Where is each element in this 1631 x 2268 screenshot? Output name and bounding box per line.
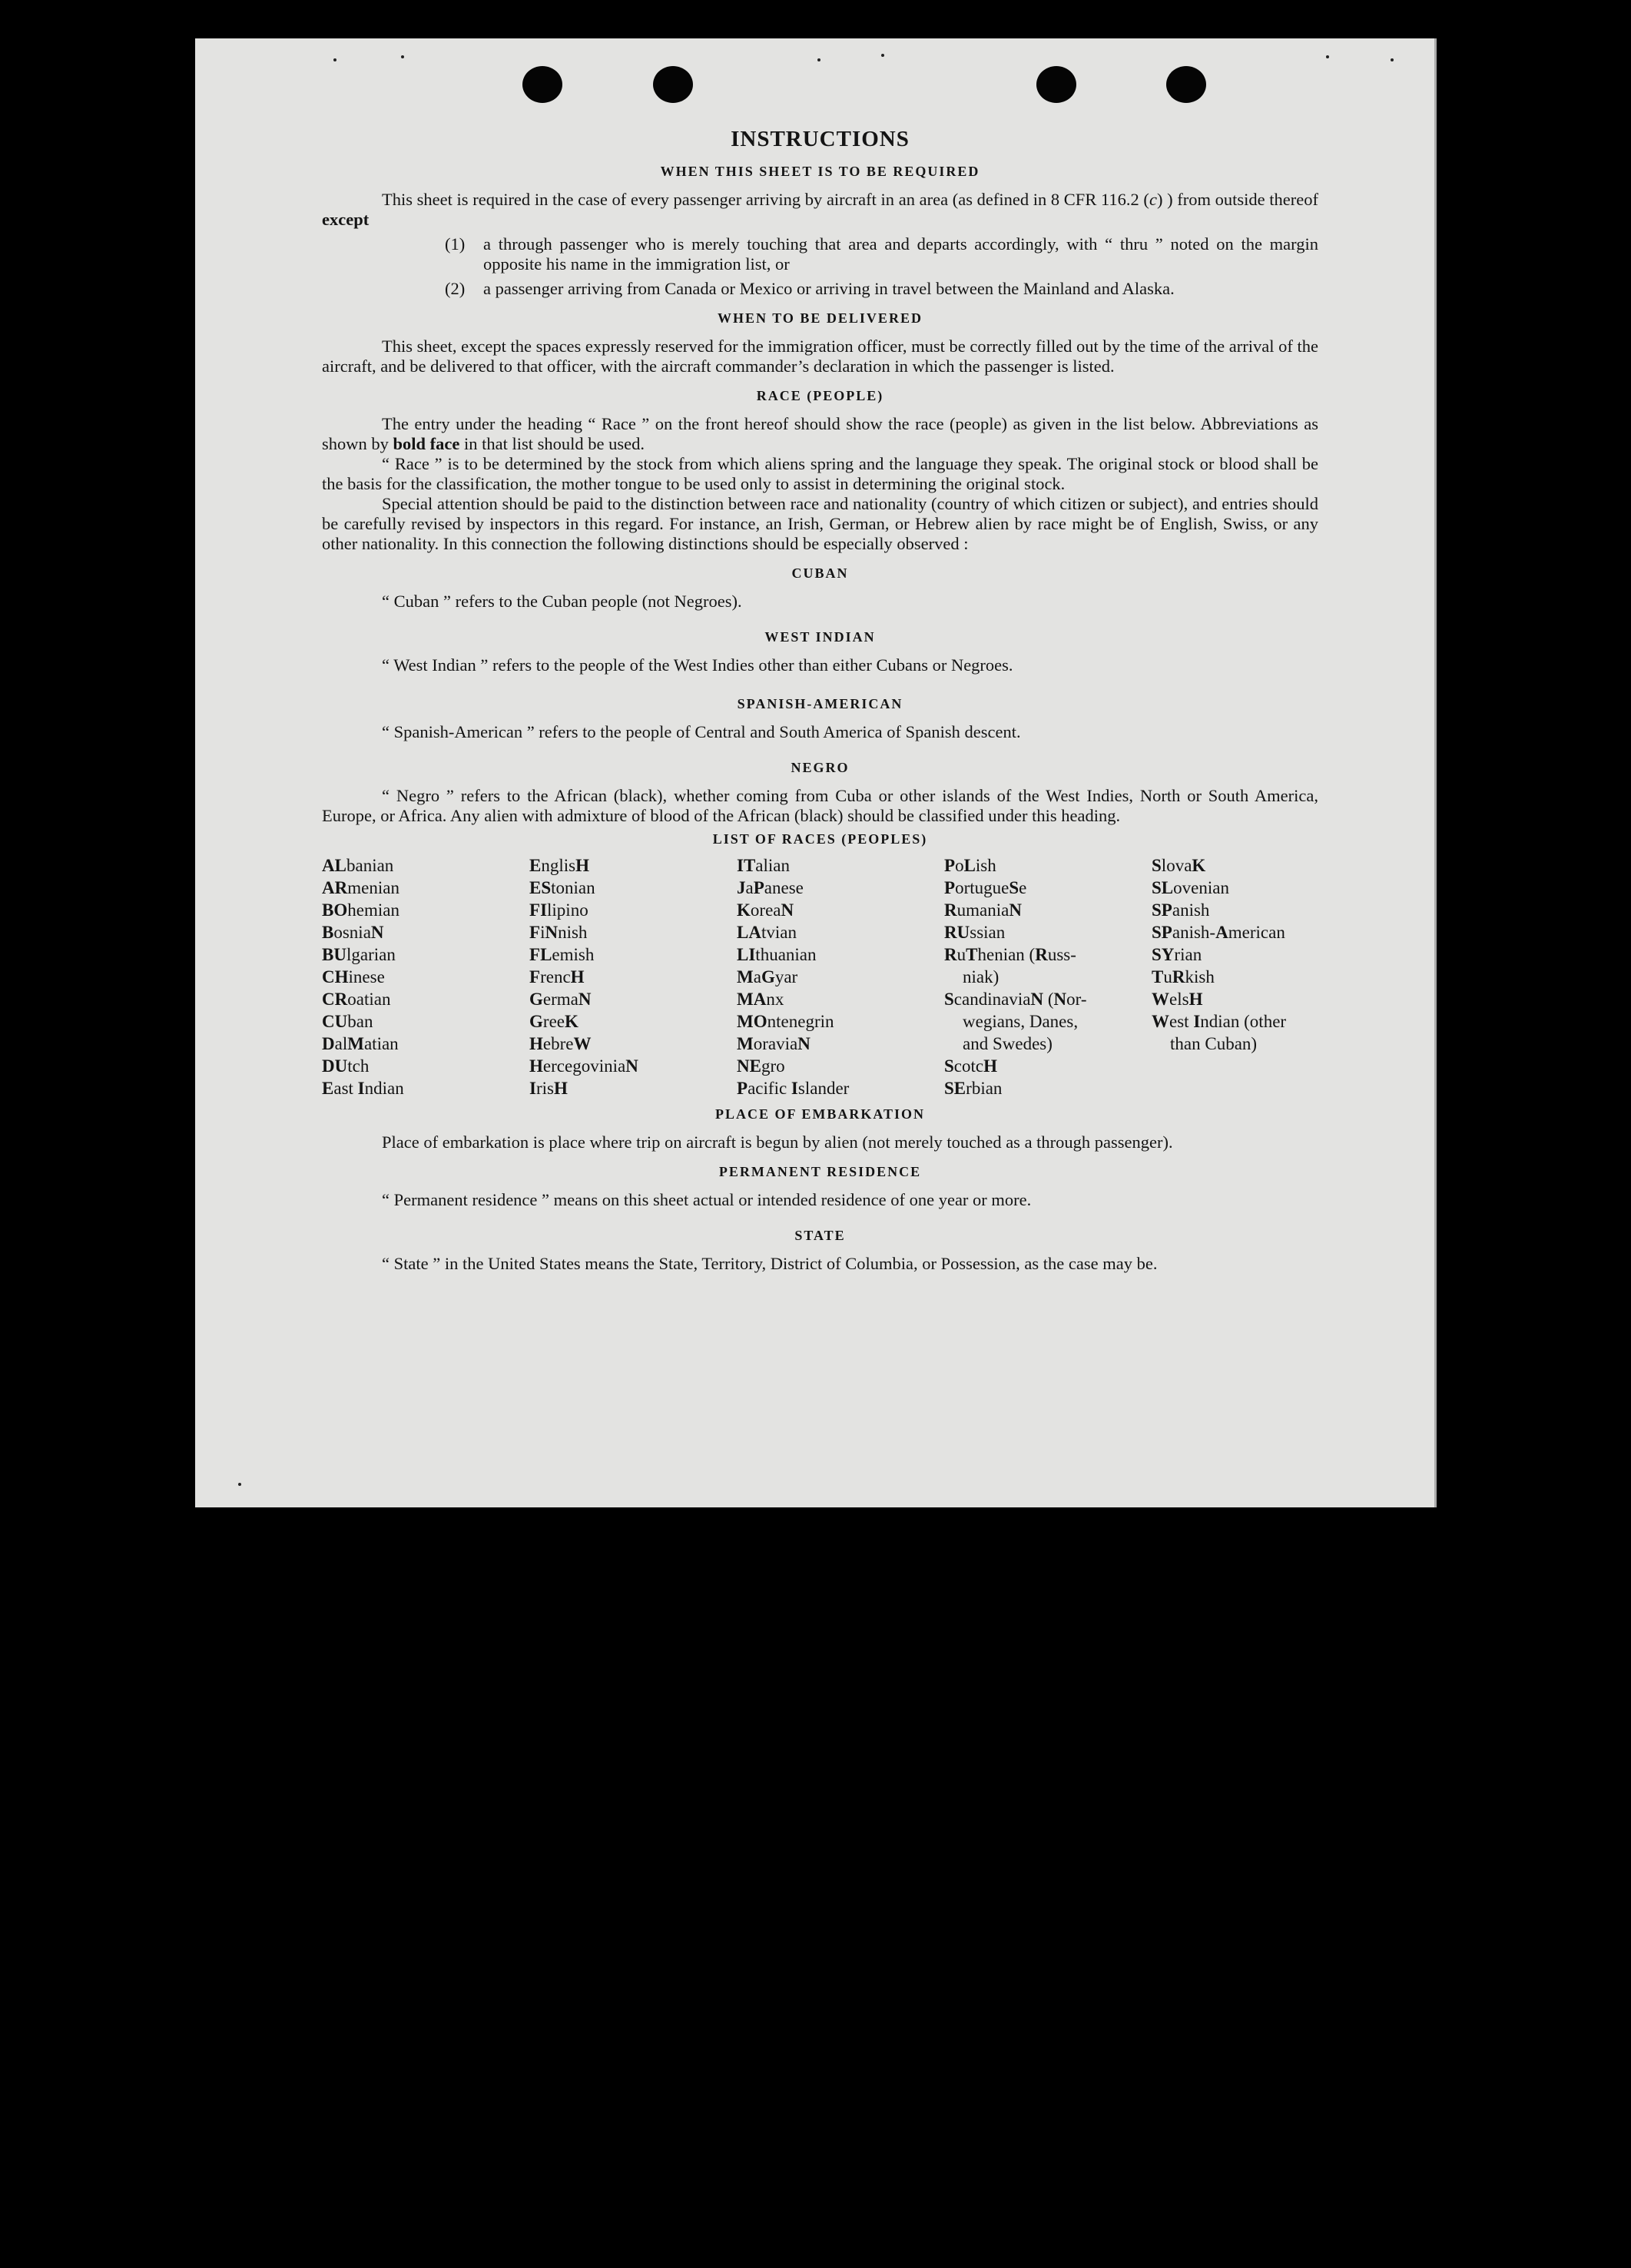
speck-mark (401, 55, 404, 58)
race-entry: FiNnish (529, 923, 588, 942)
race-entry: FLemish (529, 945, 595, 964)
race-entry: TuRkish (1152, 967, 1215, 986)
section-heading-delivered: WHEN TO BE DELIVERED (718, 310, 923, 326)
race-column (944, 854, 1152, 1099)
race-entry: GermaN (529, 990, 592, 1009)
punch-hole (1036, 66, 1076, 103)
race-entry: DUtch (322, 1056, 370, 1076)
race-p1-text: The entry under the heading “ Race ” on the front hereof should show the race (people) as given in the list below. Abbreviations as shown by (322, 414, 1318, 453)
punch-hole (1166, 66, 1206, 103)
race-column (529, 854, 737, 1099)
race-column (1152, 854, 1318, 1099)
race-p1-text-2: in that list should be used. (459, 434, 645, 453)
punch-hole (653, 66, 693, 103)
item-number: (2) (445, 279, 466, 298)
section-heading-required: WHEN THIS SHEET IS TO BE REQUIRED (660, 164, 980, 179)
required-intro (322, 190, 1318, 230)
race-entry: LAtvian (737, 923, 797, 942)
race-entry: CRoatian (322, 990, 391, 1009)
race-entry: DalMatian (322, 1034, 399, 1053)
race-p1-bold: bold face (393, 434, 460, 453)
section-heading-residence: PERMANENT RESIDENCE (718, 1164, 922, 1179)
residence-text: “ Permanent residence ” means on this sheet actual or intended residence of one year or more. (382, 1190, 1032, 1209)
race-entry: WelsH (1152, 990, 1203, 1009)
item-number: (1) (445, 234, 466, 254)
delivered-text: This sheet, except the spaces expressly reserved for the immigration officer, must be correctly filled out by the time of the arrival of the aircraft, and be delivered to that officer, with the aircraft commander’s declaration in which the passenger is listed. (322, 337, 1318, 376)
race-entry: PoLish (944, 856, 996, 875)
race-entry: ITalian (737, 856, 791, 875)
race-entry: ScandinaviaN (Nor- wegians, Danes, and Swedes) (944, 988, 1152, 1055)
section-heading-spanish-american: SPANISH-AMERICAN (737, 696, 903, 711)
race-entry: CHinese (322, 967, 385, 986)
section-heading-west-indian: WEST INDIAN (764, 629, 876, 645)
race-entry: West Indian (other than Cuban) (1152, 1010, 1318, 1055)
race-entry-continuation: and Swedes) (963, 1034, 1053, 1053)
race-entry: ARmenian (322, 878, 399, 897)
page-title: INSTRUCTIONS (731, 127, 910, 151)
race-entry: RUssian (944, 923, 1006, 942)
item-text: a through passenger who is merely touching that area and departs accordingly, with “ thru ” noted on the margin opposite his name in the immigration list, or (483, 234, 1318, 274)
section-heading-state: STATE (794, 1228, 846, 1243)
race-entry: MAnx (737, 990, 784, 1009)
race-paragraph-1 (322, 414, 1318, 454)
speck-mark (817, 58, 820, 61)
speck-mark (238, 1483, 241, 1486)
list-item (445, 234, 1318, 274)
race-entry: ScotcH (944, 1056, 998, 1076)
west-indian-text: “ West Indian ” refers to the people of the West Indies other than either Cubans or Negroes. (382, 655, 1013, 675)
race-paragraph-3: Special attention should be paid to the distinction between race and nationality (country of which citizen or subject), and entries should be carefully revised by inspectors in this regard. For instance, an Irish, German, or Hebrew alien by race might be of English, Swiss, or any other nationality. In this connection the following distinctions should be especially observed : (322, 494, 1318, 553)
required-intro-italic: c (1149, 190, 1157, 209)
race-entry: RuThenian (Russ- niak) (944, 943, 1152, 988)
race-entry: PortugueSe (944, 878, 1027, 897)
required-intro-text-2: ) ) from outside thereof (1156, 190, 1318, 209)
race-entry: BUlgarian (322, 945, 396, 964)
speck-mark (333, 58, 336, 61)
race-entry-continuation: niak) (963, 967, 999, 986)
race-entry: LIthuanian (737, 945, 817, 964)
state-text: “ State ” in the United States means the State, Territory, District of Columbia, or Possession, as the case may be. (382, 1254, 1158, 1273)
race-entry: JaPanese (737, 878, 804, 897)
required-intro-text: This sheet is required in the case of every passenger arriving by aircraft in an area (as defined in 8 CFR 116.2 ( (382, 190, 1149, 209)
race-entry: SlovaK (1152, 856, 1206, 875)
race-entry: IrisH (529, 1079, 568, 1098)
race-entry: HebreW (529, 1034, 592, 1053)
race-entry: RumaniaN (944, 900, 1022, 920)
race-column (737, 854, 944, 1099)
race-entry: FIlipino (529, 900, 588, 920)
race-entry: HercegoviniaN (529, 1056, 638, 1076)
race-entry: KoreaN (737, 900, 794, 920)
speck-mark (1391, 58, 1394, 61)
race-entry: MoraviaN (737, 1034, 811, 1053)
race-entry: BosniaN (322, 923, 384, 942)
section-heading-embarkation: PLACE OF EMBARKATION (714, 1106, 925, 1122)
document-sheet (195, 38, 1437, 1507)
race-entry: MOntenegrin (737, 1012, 834, 1031)
race-entry: ALbanian (322, 856, 394, 875)
race-entry: SLovenian (1152, 878, 1229, 897)
speck-mark (881, 54, 884, 57)
instructions-content (322, 126, 1318, 1274)
race-entry-continuation: wegians, Danes, (963, 1012, 1079, 1031)
race-paragraph-2: “ Race ” is to be determined by the stock from which aliens spring and the language they speak. The original stock or blood shall be the basis for the classification, the mother tongue to be used only to assist in determining the original stock. (322, 454, 1318, 493)
race-entry: MaGyar (737, 967, 798, 986)
race-entry: EnglisH (529, 856, 589, 875)
punch-hole (522, 66, 562, 103)
race-entry: SPanish-American (1152, 923, 1285, 942)
races-list (322, 854, 1318, 1099)
cuban-text: “ Cuban ” refers to the Cuban people (not Negroes). (382, 592, 742, 611)
section-heading-negro: NEGRO (791, 760, 850, 775)
race-entry: CUban (322, 1012, 373, 1031)
race-entry: BOhemian (322, 900, 399, 920)
race-entry: SYrian (1152, 945, 1202, 964)
speck-mark (1326, 55, 1329, 58)
race-entry-continuation: than Cuban) (1170, 1034, 1258, 1053)
negro-text: “ Negro ” refers to the African (black), whether coming from Cuba or other islands of the West Indies, North or South America, Europe, or Africa. Any alien with admixture of blood of the African (black) should be classified under this heading. (322, 786, 1318, 825)
race-entry: SPanish (1152, 900, 1210, 920)
required-intro-bold: except (322, 210, 370, 229)
race-entry: FrencH (529, 967, 585, 986)
item-text: a passenger arriving from Canada or Mexico or arriving in travel between the Mainland and Alaska. (483, 279, 1175, 298)
race-column (322, 854, 529, 1099)
spanish-american-text: “ Spanish-American ” refers to the people of Central and South America of Spanish descent. (382, 722, 1021, 741)
section-heading-list-of-races: LIST OF RACES (PEOPLES) (712, 831, 928, 847)
section-heading-race: RACE (PEOPLE) (756, 388, 884, 403)
race-entry: East Indian (322, 1079, 404, 1098)
list-item (445, 279, 1318, 299)
race-entry: SErbian (944, 1079, 1003, 1098)
section-heading-cuban: CUBAN (791, 565, 849, 581)
embarkation-text: Place of embarkation is place where trip on aircraft is begun by alien (not merely touched as a through passenger). (382, 1132, 1173, 1152)
race-entry: Pacific Islander (737, 1079, 850, 1098)
race-entry: GreeK (529, 1012, 578, 1031)
race-entry: NEgro (737, 1056, 785, 1076)
race-entry: EStonian (529, 878, 595, 897)
